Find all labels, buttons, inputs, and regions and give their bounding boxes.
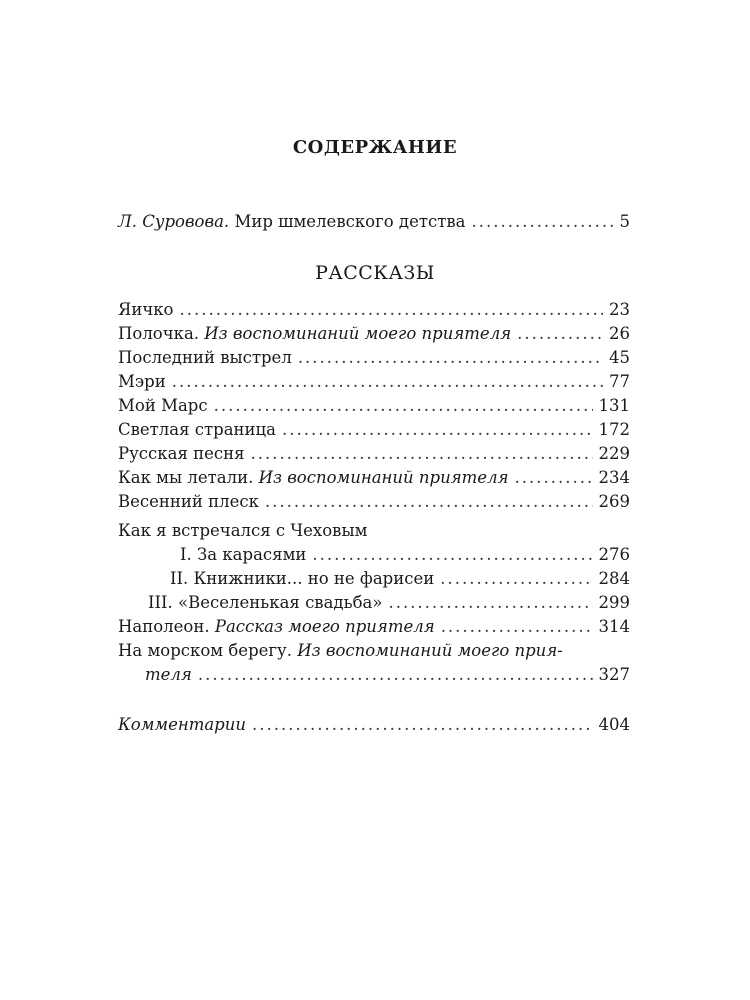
entry-title: Наполеон. — [118, 617, 210, 636]
toc-entry[interactable] — [118, 394, 630, 418]
page-number: 131 — [598, 396, 630, 415]
entry-subtitle: Из воспоминаний моего приятеля — [204, 324, 512, 343]
toc-entry[interactable] — [118, 490, 630, 514]
page-number: 327 — [598, 665, 630, 684]
dot-leader — [172, 370, 603, 394]
entry-title: II. Книжники... но не фарисеи — [170, 569, 435, 588]
dot-leader — [198, 663, 593, 687]
entry-subtitle-part2: теля — [145, 665, 192, 684]
dot-leader — [265, 490, 593, 514]
entry-subtitle: Из воспоминаний приятеля — [258, 468, 509, 487]
page-number: 269 — [598, 492, 630, 511]
dot-leader — [517, 322, 603, 346]
entry-title: Полочка. — [118, 324, 200, 343]
page-number: 404 — [598, 715, 630, 734]
toc-entry-chekhov-heading — [118, 519, 630, 543]
toc-entry-chekhov-part-3[interactable] — [148, 591, 630, 615]
section-title-stories: РАССКАЗЫ — [315, 262, 435, 284]
entry-title: Яичко — [118, 300, 174, 319]
page-number: 284 — [598, 569, 630, 588]
entry-title: Как мы летали. — [118, 468, 254, 487]
toc-entry-intro[interactable] — [118, 210, 630, 234]
entry-title: Мой Марс — [118, 396, 208, 415]
page-number: 276 — [598, 545, 630, 564]
toc-entry[interactable] — [118, 466, 630, 490]
dot-leader — [312, 543, 592, 567]
dot-leader — [298, 346, 603, 370]
page-number: 5 — [619, 212, 630, 231]
toc-entry-napoleon[interactable] — [118, 615, 630, 639]
page-number: 172 — [598, 420, 630, 439]
toc-entry-chekhov-part-2[interactable] — [170, 567, 630, 591]
entry-title: Комментарии — [118, 715, 246, 734]
page-number: 23 — [609, 300, 630, 319]
dot-leader — [440, 567, 592, 591]
toc-entry-comments[interactable] — [118, 713, 630, 737]
page-number: 314 — [598, 617, 630, 636]
page-number: 77 — [609, 372, 630, 391]
toc-entry-chekhov-part-1[interactable] — [180, 543, 630, 567]
entry-title: Мэри — [118, 372, 166, 391]
entry-title: Весенний плеск — [118, 492, 259, 511]
dot-leader — [515, 466, 593, 490]
dot-leader — [282, 418, 593, 442]
toc-entry-seashore-line1[interactable] — [118, 639, 630, 663]
dot-leader — [179, 298, 603, 322]
entry-title: III. «Веселенькая свадьба» — [148, 593, 383, 612]
toc-entry[interactable] — [118, 418, 630, 442]
dot-leader — [441, 615, 593, 639]
entry-title: На морском берегу. — [118, 641, 292, 660]
page-number: 234 — [598, 468, 630, 487]
dot-leader — [471, 210, 613, 234]
toc-entry[interactable] — [118, 322, 630, 346]
dot-leader — [388, 591, 592, 615]
chekhov-heading: Как я встречался с Чеховым — [118, 521, 368, 540]
dot-leader — [252, 713, 593, 737]
toc-title: СОДЕРЖАНИЕ — [292, 137, 458, 158]
entry-title: I. За карасями — [180, 545, 307, 564]
toc-entry[interactable] — [118, 442, 630, 466]
entry-title: Светлая страница — [118, 420, 276, 439]
intro-author: Л. Суровова. — [118, 212, 230, 231]
toc-entry[interactable] — [118, 370, 630, 394]
dot-leader — [251, 442, 593, 466]
entry-subtitle-part1: Из воспоминаний моего прия- — [297, 641, 563, 660]
entry-title: Русская песня — [118, 444, 245, 463]
dot-leader — [214, 394, 593, 418]
page-number: 299 — [598, 593, 630, 612]
toc-entry[interactable] — [118, 298, 630, 322]
page-number: 45 — [609, 348, 630, 367]
page-number: 229 — [598, 444, 630, 463]
toc-entry[interactable] — [118, 346, 630, 370]
page-number: 26 — [609, 324, 630, 343]
entry-title: Последний выстрел — [118, 348, 292, 367]
entry-subtitle: Рассказ моего приятеля — [214, 617, 435, 636]
intro-title: Мир шмелевского детства — [234, 212, 466, 231]
toc-entry-seashore-line2[interactable] — [145, 663, 630, 687]
